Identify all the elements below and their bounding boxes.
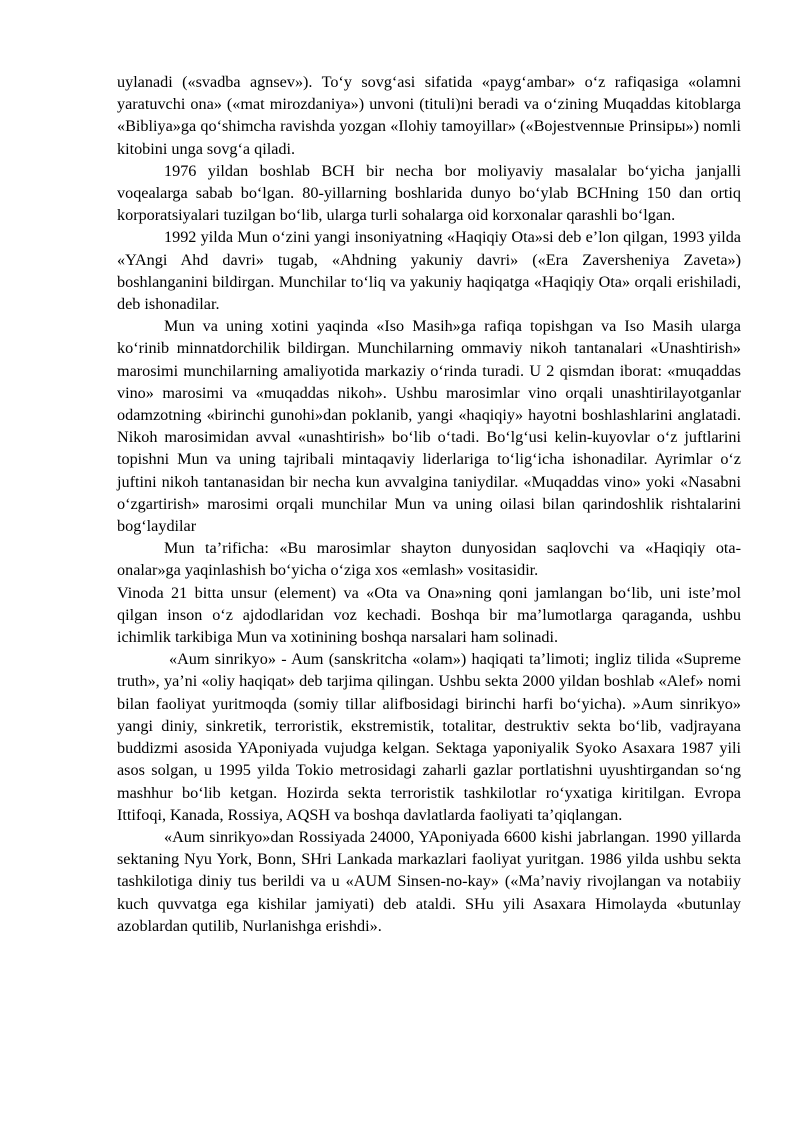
paragraph-svadba: uylanadi («svadba agnsev»). To‘y sovg‘asi sifatida «payg‘ambar» o‘z rafiqasiga «olamni yaratuvchi ona» («mat mirozdaniya») unvoni (tituli)ni beradi va o‘zining Muqaddas kitoblarga «Bibliya»ga qo‘shimcha ravishda yozgan «Ilohiy tamoyillar» («Bojestvennые Prinsipы») nomli kitobini unga sovg‘a qiladi.: [117, 73, 741, 158]
paragraph-aum-shinrikyo: «Aum sinrikyo» - Aum (sanskritcha «olam») haqiqati ta’limoti; ingliz tilida «Supreme truth», ya’ni «oliy haqiqat» deb tarjima qilingan. Ushbu sekta 2000 yildan boshlab «Alef» nomi bilan faoliyat yuritmoqda (somiy tillar alifbosidagi birinchi harfi bo‘yicha). »Aum sinrikyo» yangi diniy, sinkretik, terroristik, ekstremistik, totalitar, destruktiv sekta bo‘lib, vadjrayana buddizmi asosida YAponiyada vujudga kelgan. Sektaga yaponiyalik Syoko Asaxara 1987 yili asos solgan, u 1995 yilda Tokio metrosidagi zaharli gazlar portlatishni uyushtirgandan so‘ng mashhur bo‘lib ketgan. Hozirda sekta terroristik tashkilotlar ro‘yxatiga kiritilgan. Evropa Ittifoqi, Kanada, Rossiya, AQSH va boshqa davlatlarda faoliyati ta’qiqlangan.: [117, 650, 741, 824]
paragraph-1992-true-father: 1992 yilda Mun o‘zini yangi insoniyatning «Haqiqiy Ota»si deb e’lon qilgan, 1993 yilda «YAngi Ahd davri» tugab, «Ahdning yakuniy davri» («Era Zaversheniya Zaveta») boshlanganini bildirgan. Munchilar to‘liq va yakuniy haqiqatga «Haqiqiy Ota» orqali erishiladi, deb ishonadilar.: [117, 228, 741, 314]
paragraph-marriage-ceremony: Mun va uning xotini yaqinda «Iso Masih»ga rafiqa topishgan va Iso Masih ularga ko‘rinib minnatdorchilik bildirgan. Munchilarning ommaviy nikoh tantanalari «Unashtirish» marosimi munchilarning amaliyotida markaziy o‘rinda turadi. U 2 qismdan iborat: «muqaddas vino» marosimi va «muqaddas nikoh». Ushbu marosimlar vino orqali unashtirilayotganlar odamzotning «birinchi gunohi»dan poklanib, yangi «haqiqiy» hayotni boshlashlarini anglatadi. Nikoh marosimidan avval «unashtirish» bo‘lib o‘tadi. Bo‘lg‘usi kelin-kuyovlar o‘z juftlarini topishni Mun va uning tajribali mintaqaviy liderlariga to‘lig‘icha ishonadilar. Ayrimlar o‘z juftini nikoh tantanasidan bir necha kun avvalgina taniydilar. «Muqaddas vino» yoki «Nasabni o‘zgartirish» marosimi orqali munchilar Mun va uning oilasi bilan qarindoshlik rishtalarini bog‘laydilar: [117, 317, 741, 536]
paragraph-1976-finance: 1976 yildan boshlab BCH bir necha bor moliyaviy masalalar bo‘yicha janjalli voqealarga sabab bo‘lgan. 80-yillarning boshlarida dunyo bo‘ylab BCHning 150 dan ortiq korporatsiyalari tuzilgan bo‘lib, ularga turli sohalarga oid korxonalar qarashli bo‘lgan.: [117, 161, 741, 225]
document-body: [117, 71, 741, 937]
paragraph-wine-elements: Vinoda 21 bitta unsur (element) va «Ota va Ona»ning qoni jamlangan bo‘lib, uni iste’mol qilgan inson o‘z ajdodlaridan voz kechadi. Boshqa bir ma’lumotlarga qaraganda, ushbu ichimlik tarkibiga Mun va xotinining boshqa narsalari ham solinadi.: [117, 583, 741, 647]
paragraph-aum-victims: «Aum sinrikyo»dan Rossiyada 24000, YAponiyada 6600 kishi jabrlangan. 1990 yillarda sektaning Nyu York, Bonn, SHri Lankada markazlari faoliyat yuritgan. 1986 yilda ushbu sekta tashkilotiga diniy tus berildi va u «AUM Sinsen-no-kay» («Ma’naviy rivojlangan va notabiiy kuch quvvatga ega kishilar jamiyati) deb ataldi. SHu yili Asaxara Himolayda «butunlay azoblardan qutilib, Nurlanishga erishdi».: [117, 827, 741, 935]
paragraph-mun-definition: Mun ta’rificha: «Bu marosimlar shayton dunyosidan saqlovchi va «Haqiqiy ota-onalar»ga yaqinlashish bo‘yicha o‘ziga xos «emlash» vositasidir.: [117, 539, 741, 580]
